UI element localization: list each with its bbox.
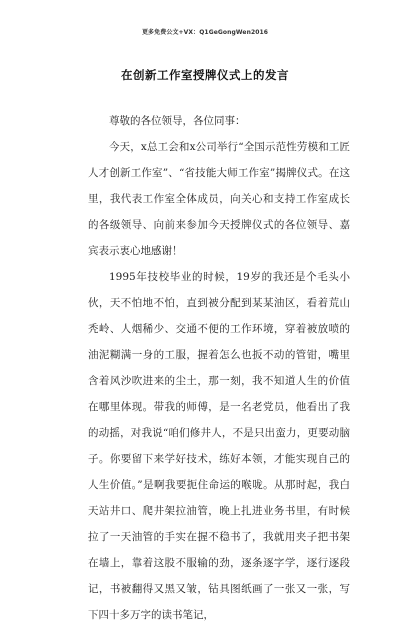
salutation-paragraph xyxy=(88,108,350,134)
header-note: 更多免费公文+VX：Q1GeGongWen2016 xyxy=(141,29,269,36)
body-paragraph-2: 1995年技校毕业的时候，19岁的我还是个毛头小伙，天不怕地不怕，直到被分配到某某油区，看着荒山秃岭、人烟稀少、交通不便的工作环境，穿着被放喷的油泥糊满一身的工服，握着怎么也扳不动的管钳，嘴里含着风沙吹进来的尘土，那一刻，我不知道人生的价值在哪里体现。带我的师傅，是一名老党员，他看出了我的动摇，对我说“咱们修井人，不是只出蛮力，更要动脑子。你要留下来学好技术，练好本领，才能实现自己的人生价值。”是啊我要扼住命运的喉咙。从那时起，我白天站井口、爬井架拉油管，晚上扎进业务书里，有时候拉了一天油管的手实在握不稳书了，我就用夹子把书架在墙上，靠着这股不服输的劲，逐条逐字学，逐行逐段记，书被翻得又黑又皱，钻具图纸画了一张又一张，写下四十多万字的读书笔记， xyxy=(88,271,350,621)
document-title: 在创新工作室授牌仪式上的发言 xyxy=(121,68,289,82)
body-paragraph-1: 今天，x总工会和x公司举行“全国示范性劳模和工匠人才创新工作室”、“省技能大师工作室”揭牌仪式。在这里，我代表工作室全体成员，向关心和支持工作室成长的各级领导、向前来参加今天授牌仪式的各位领导、嘉宾表示衷心地感谢！ xyxy=(88,141,350,257)
salutation-text: 尊敬的各位领导，各位同事： xyxy=(109,115,246,127)
document-body xyxy=(88,108,350,628)
